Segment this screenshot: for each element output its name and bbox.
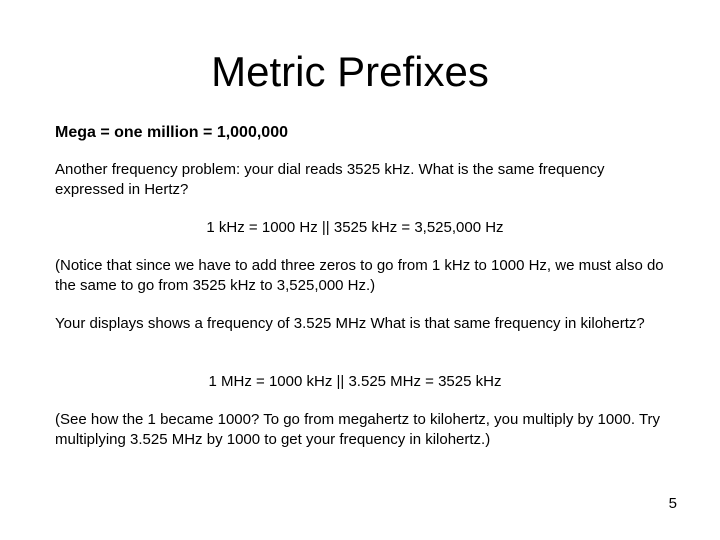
- paragraph-display-question: Your displays shows a frequency of 3.525 MHz What is that same frequency in kilohertz?: [55, 315, 645, 332]
- paragraph-notice: (Notice that since we have to add three zeros to go from 1 kHz to 1000 Hz, we must also do the same to go from 3525 kHz to 3,525,000 Hz.): [55, 257, 664, 294]
- page-number: 5: [668, 495, 677, 512]
- paragraph-explanation: (See how the 1 became 1000? To go from megahertz to kilohertz, you multiply by 1000. Try multiplying 3.525 MHz by 1000 to get your frequency in kilohertz.): [55, 411, 661, 448]
- heading-mega: Mega = one million = 1,000,000: [55, 124, 288, 141]
- slide-title: Metric Prefixes: [211, 48, 489, 95]
- paragraph-frequency-problem: Another frequency problem: your dial reads 3525 kHz. What is the same frequency expressed in Hertz?: [55, 161, 605, 198]
- equation-mhz-to-khz: 1 MHz = 1000 kHz || 3.525 MHz = 3525 kHz: [208, 373, 502, 390]
- equation-khz-to-hz: 1 kHz = 1000 Hz || 3525 kHz = 3,525,000 Hz: [206, 219, 504, 236]
